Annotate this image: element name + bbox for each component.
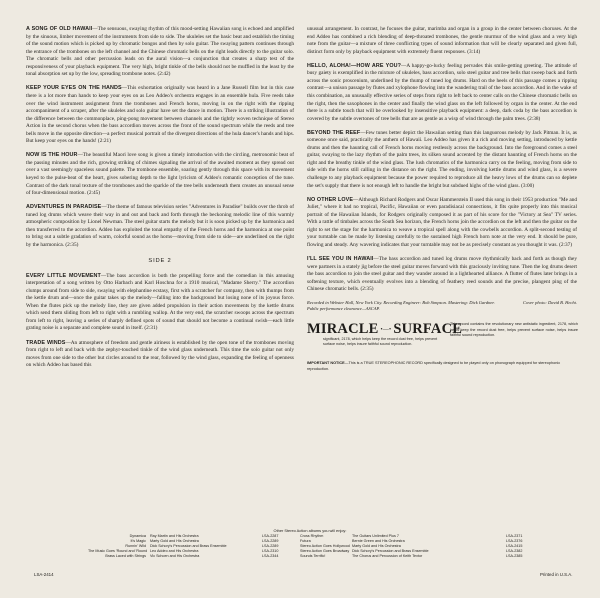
recording-credits bbox=[307, 300, 577, 312]
track-title: A SONG OF OLD HAWAII bbox=[26, 26, 93, 32]
track-description: —The sensuous, swaying rhythm of this mood-setting Hawaiian song is echoed and amplified by the sinuous, limber movement of the instruments from side to side. The ukuleles set the basic beat and establish the timing of the sound motion which is picked up by chromatic bongos and then by solo guitar. The swaying pattern continues through the entrance of the trombones on the left channel and the Chinese chromatic bells on the right leads directly to the guitar solo. The chromatic bells and other percussion leads on the aural vision—a conjunction that creates a sharp test of the responsiveness of your playback equipment. The very high, bright tinkle of the bells should not be muffled in the least by the tonal absorption set up by the low, spreading trombone notes. (2:42) bbox=[26, 26, 294, 78]
other-albums bbox=[88, 528, 532, 559]
track-entry bbox=[26, 26, 294, 79]
recording-location: Recorded in Webster Hall, New York City. Recording Engineer: Bob Simpson. Mastering: Dick Gardner. bbox=[307, 300, 495, 306]
album-title: Dynamica bbox=[129, 534, 146, 538]
logo-separator-icon: •—• bbox=[380, 327, 392, 334]
notice-text: —This is a TRUE STEREOPHONIC RECORD specifically designed to be played only on phonograph equipped for stereophonic reproduction. bbox=[307, 361, 561, 371]
other-albums-left bbox=[88, 534, 288, 559]
track-description: —The bass accordion is both the propelling force and the comedian in this amusing interpretation of a song written by Otto Harbach and Karl Hoschna for a 1910 musical, "Madame Sherry." The accordion clumps around from side to side, swaying with elephantine ecstasy, first with a scratcher for company, then with thumps from the kettle drum and—once the guitar takes up the melody—falling into the background but losing none of its joyous force. When the flutes pick up the melody line, they are given added propulsion in their action movements by the kettle drums which send them sliding from left to right with a rumbling wallop. At the very end, the scratcher swoops across the spectrum from left to right, leaving a series of sharply defined spots of sound that should not become a continual swish—each little grating noise is a separate and complete sound in itself. (2:31) bbox=[26, 272, 294, 332]
track-title: ADVENTURES IN PARADISE bbox=[26, 204, 102, 211]
album-title: Runnin' Wild bbox=[125, 543, 146, 548]
track-entry bbox=[307, 197, 577, 250]
track-title: TRADE WINDS bbox=[26, 339, 66, 346]
album-title: Futura bbox=[300, 538, 311, 543]
stereo-notice bbox=[307, 361, 577, 371]
track-entry bbox=[307, 256, 577, 294]
track-description: —The bass accordion and tuned log drums move rhythmically back and forth as though they were partners in a stately jig before the steel guitar moves forward with this graciously inviting tune. Then the log drums desert the bass accordion to join the steel guitar and they wander around in a lighthearted alliance. A flutter of flutes later brings in a softening texture, which eventually evolves into a blending of feathery reed sounds and the precise, plangent ping of the Chinese chromatic bells. (2:35) bbox=[307, 256, 577, 293]
catalog-number: LSA-2414 bbox=[34, 572, 54, 577]
track-title: I'LL SEE YOU IN HAWAII bbox=[307, 256, 374, 263]
side-1-entries bbox=[26, 26, 294, 250]
album-catalog: LSA-2371 bbox=[506, 534, 523, 538]
miracle-surface-subtext: significant, 2178, which helps keep the record dust free, helps prevent surface noise, helps insure faithful sound reproduction. bbox=[323, 337, 438, 347]
track-description: —An atmosphere of freedom and gentle airiness is established by the open tone of the trombones moving from right to left and back with the zephyr-touched tinkle of the wind glass underneath. This time the solo guitar not only moves from one side to the other but circles around to the rear, followed by the wind glass, expanding the feeling of openness on which Addeo has based this bbox=[26, 339, 295, 369]
album-catalog: LSA-2385 bbox=[506, 553, 523, 558]
album-catalog: LSA-2287 bbox=[262, 534, 279, 538]
track-entry bbox=[26, 273, 294, 333]
logo-surface-text: SURFACE bbox=[393, 321, 463, 338]
side-2-heading: SIDE 2 bbox=[148, 257, 172, 264]
album-title: Stereo Action Goes Hollywood bbox=[300, 543, 350, 548]
album-title: Stereo Action Goes Broadway bbox=[300, 548, 350, 553]
album-title: Brass Laced with Strings bbox=[105, 553, 146, 558]
album-catalog: LSA-2289 bbox=[262, 543, 279, 548]
other-albums-title: Other Stereo Action albums you will enjoy: bbox=[273, 528, 347, 533]
album-catalog: LSA-2376 bbox=[506, 538, 523, 543]
album-artist: Dick Schory's Percussion and Brass Ensemble bbox=[150, 543, 227, 548]
track-description: —A happy-go-lucky feeling pervades this smile-getting greeting. The attitude of busy gaiety is exemplified in the mixture of ukuleles, bass accordion, solo steel guitar and tree bells that sweep back and forth across the sonic proscenium, underlined by the thump of tuned log drums. Hard on the heels of this passage comes a ripping contrast—a unison passage by flutes and xylophone flowing into the wandering trail of the bass accordion. And in the wake of this combination, an unusually effective series of steps from right to left back to center calls on the Chinese chromatic bells on the right, then the saxophones in the center and finally the wind glass on the left followed by organ in the center. At the end there is a subtle touch that will be overlooked by insensitive playback equipment: a deep, dark coda by the bass accordion is covered by the subtle overtones of tree bells that are as gentle as a wisp of wind through the palm trees. (2:38) bbox=[307, 62, 577, 122]
album-artist: Bernie Green and His Orchestra bbox=[352, 538, 405, 543]
album-title: Cross Rhythm bbox=[300, 534, 324, 538]
album-artist: Dick Schory's Percussion and Brass Ensemble bbox=[352, 548, 429, 553]
track-title: BEYOND THE REEF bbox=[307, 129, 361, 136]
album-artist: The Chorus and Percussion of Keith Textor bbox=[352, 553, 423, 558]
album-catalog: LSA-2310 bbox=[262, 548, 279, 553]
track-description: —The beautiful Maori love song is given a timely introduction with the circling, metronomic beat of the passing minutes and the rich, growing striking of chimes signaling the arrival of the awaited moment as they spread out over a vast seemingly spaceless sound palette. The trombone ensemble, soaring gently through this space with its movement keyed to the pulse-beat of the heart, gives sobering depth to the light lyricism of Addeo's romantic conception of the tune. Contrast of the dark tonal texture of the trombones and the sparkle of the tree bells underneath them creates an unusual sense of four-dimensional motion. (2:45) bbox=[26, 152, 294, 197]
album-catalog: LSA-2415 bbox=[506, 543, 523, 548]
album-artist: Vic Schoen and His Orchestra bbox=[150, 553, 200, 558]
track-title: NOW IS THE HOUR bbox=[26, 152, 78, 159]
track-entry bbox=[307, 130, 577, 190]
track-title: EVERY LITTLE MOVEMENT bbox=[26, 272, 101, 279]
album-row bbox=[300, 554, 532, 559]
printed-in: Printed in U.S.A. bbox=[540, 572, 573, 577]
track-description: unusual arrangement. In contrast, he focuses the guitar, marimba and organ in a group in the center between choruses. At the end Addeo has combined a rich blending of deep-throated trombones, the gentle murmur of the wind glass and a very high note from the guitar—a mixture of three conflicting types of sound information that will be clearly separated and given full, distinct form only by playback equipment with extremely fluent responses. (3:14) bbox=[307, 26, 577, 55]
track-entry-continued bbox=[307, 26, 577, 56]
album-title: It's Magic bbox=[130, 538, 146, 543]
track-description: —Although Richard Rodgers and Oscar Hammerstein II used this song in their 1953 production "Me and Juliet," where it had no tropical, Pacific, Hawaiian or even paradisiacal connections, it fits quite properly into this musical portrait of the Hawaiian Islands, for Rodgers originally composed it as part of his score for the "Victory at Sea" TV series. With a rattle of timbales across the South Sea horizon, the French horns join the accordion on the left and then the guitar on the right to set the stage for the harmonica to weave a tropical spell along with the cowbells accordion. A split-second testing of your turntable can be made by listening carefully to the sustained high French horn note at the very end. It should be pure, flowing and steady. Any wavering indicates that your turntable may not be as precisely constant as you thought it was. (2:37) bbox=[307, 196, 577, 248]
album-artist: Ray Martin and His Orchestra bbox=[150, 534, 199, 538]
album-catalog: LSA-2289 bbox=[262, 538, 279, 543]
album-title: The Music Goes 'Round and 'Round bbox=[88, 548, 148, 553]
album-row bbox=[88, 554, 288, 559]
track-entry bbox=[307, 63, 577, 123]
album-catalog: LSA-2382 bbox=[506, 548, 523, 553]
track-description: —The theme of famous television series "Adventures in Paradise" builds over the throb of tuned log drums which weave their way in and out and back and forth through the beckoning melodic line of this warmly atmospheric composition by Lionel Newman. The steel guitar starts the melody but it is soon picked up by the harmonica and then transferred to the accordion. Addeo has exploited the tonal empathy of the French horns and the harmonica at one point to bring out a subtle gradation of warm, colorful sound as the horns—moving from side to side—are underlined on the right by the harmonica. (2:35) bbox=[26, 204, 294, 248]
miracle-surface-block bbox=[307, 321, 577, 361]
album-artist: Marty Gold and His Orchestra bbox=[352, 543, 401, 548]
album-artist: The Guitars Unlimited Plus 7 bbox=[352, 534, 399, 538]
track-description: —This exhortation originally was heard in a Jane Russell film but in this case there is a lot more than hands to keep your eyes on as Leo Addeo's orchestra engages in an ensemble hula. Five reeds take over the wind instrument assignment from the trombones and French horns, moving in on the right with the ripping accompaniment of a scraper, after the ukuleles and solo guitar have set the dance in motion. There is a striking illustration of the difference between the commonplace, ping-pong movement between channels and the tightly woven technique of Stereo Action in the second chorus when the bass accordion moves across the front of the sound spectrum while the reeds and tree bells move in the opposite direction—a perfect musical portrait of the divergent directions of the hula dancer's hands and hips. But keep your eyes on the hands! (2:21) bbox=[26, 85, 294, 145]
album-artist: Leo Addeo and His Orchestra bbox=[150, 548, 199, 553]
track-description: —Few tunes better depict the Hawaiian setting than this languorous melody by Jack Pitman. It is, as someone once said, practically the anthem of Hawaii. Leo Addeo has given it a rich and moving setting, introduced by kettle drums and then the haunting call of French horns moving restlessly across the background. Into the foreground comes a steel guitar, swaying to the lazy rhythm of the palm trees, its silken sound accented by the distant haunting of French horns on the right and the breathy tinkle of the wind glass. The lush chromatics of the harmonica carry on the feeling, moving from side to side with the horns still calling in the distance on the right. The ending, involving kettle drums and wind glass, is a severe challenge to any playback equipment because the power required to reproduce all the heavy lows of the drums can so deplete the set's supply that there is not enough left to handle the bright but subdued highs of the wind glass. (3:00) bbox=[307, 129, 577, 189]
album-title: Sounds Terrific! bbox=[300, 553, 326, 558]
track-entry bbox=[26, 204, 294, 249]
logo-miracle-text: MIRACLE bbox=[307, 321, 379, 338]
track-title: NO OTHER LOVE bbox=[307, 196, 354, 203]
track-entry bbox=[26, 85, 294, 145]
track-entry bbox=[26, 152, 294, 197]
track-title: HELLO, ALOHA!—HOW ARE YOU? bbox=[307, 62, 402, 69]
album-catalog: LSA-2344 bbox=[262, 553, 279, 558]
other-albums-grid bbox=[88, 534, 532, 559]
miracle-surface-logo bbox=[307, 321, 462, 338]
cover-photo-credit: Cover photo: David B. Hecht. bbox=[523, 300, 577, 306]
side-2-entries bbox=[26, 273, 294, 370]
right-column bbox=[307, 26, 577, 372]
album-artist: Marty Gold and His Orchestra bbox=[150, 538, 199, 543]
left-column bbox=[26, 26, 294, 376]
other-albums-right bbox=[300, 534, 532, 559]
track-title: KEEP YOUR EYES ON THE HANDS bbox=[26, 85, 122, 92]
performance-clearance: Public performance clearance—ASCAP. bbox=[307, 306, 380, 312]
track-entry bbox=[26, 340, 294, 370]
notice-label: IMPORTANT NOTICE bbox=[307, 361, 345, 366]
miracle-surface-description: This record contains the revolutionary new antistatic ingredient, 2178, which helps keep the record dust free, helps prevent surface noise, helps insure faithful sound reproduction. bbox=[450, 322, 578, 337]
